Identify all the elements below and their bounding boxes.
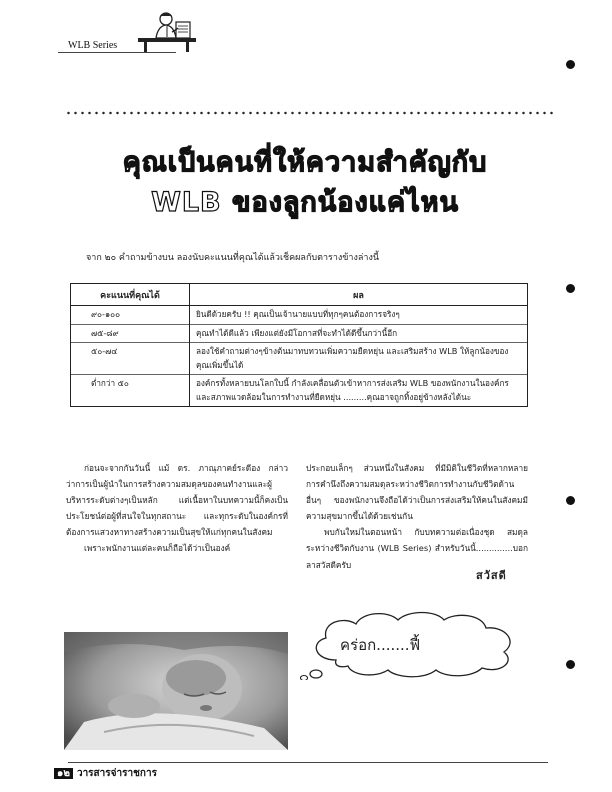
sleeping-child-photo — [64, 632, 288, 750]
page-number: ๑๒ — [54, 768, 73, 779]
dotted-divider — [65, 111, 553, 115]
score-result: องค์กรทั้งหลายบนโลกใบนี้ กำลังเคลื่อนตัวเข้าหาการส่งเสริม WLB ของพนักงานในองค์กร และสภาพแวดล้อมในการทำงานที่ยืดหยุ่น .........คุณอาจถูกทิ้งอยู่ข้างหลังได้นะ — [190, 375, 528, 407]
score-range: ๕๐-๗๔ — [71, 343, 190, 375]
footer-rule — [68, 762, 548, 763]
body-paragraph: ก่อนจะจากกันวันนี้ แม้ ดร. ภาณุภาคย์ระดีอง กล่าวว่าการเป็นผู้นำในการสร้างความสมดุลของคนทำงานและผู้บริหารระดับต่างๆเป็นหลัก แต่เนื้อหาในบทความนี้ก็คงเป็นประโยชน์ต่อผู้ที่สนใจในทุกสถานะ และทุกระดับในองค์กรที่ต้องการแสวงหาทางสร้างความเป็นสุขให้แก่ทุกคนในสังคม — [66, 463, 288, 538]
score-result: ลองใช้คำถามต่างๆข้างต้นมาทบทวนเพิ่มความยืดหยุ่น และเสริมสร้าง WLB ให้ลูกน้องของคุณเพิ่มขึ้นได้ — [190, 343, 528, 375]
table-row — [71, 375, 528, 407]
punch-hole — [566, 660, 575, 669]
body-column-left — [66, 460, 288, 557]
series-label: WLB Series — [68, 40, 118, 51]
footer — [54, 766, 157, 781]
score-result: คุณทำได้ดีแล้ว เพียงแต่ยังมีโอกาสที่จะทำได้ดีขึ้นกว่านี้อีก — [190, 324, 528, 343]
article-title-line2: WLB ของลูกน้องแค่ไหน — [151, 187, 459, 218]
reader-illustration — [136, 8, 200, 54]
punch-hole — [566, 284, 575, 293]
table-row — [71, 324, 528, 343]
punch-hole — [566, 60, 575, 69]
intro-text: จาก ๒๐ คำถามข้างบน ลองนับคะแนนที่คุณได้แล้วเช็คผลกับตารางข้างล่างนี้ — [86, 253, 379, 263]
header-rule — [58, 52, 176, 53]
table-row — [71, 343, 528, 375]
score-table — [70, 283, 528, 407]
table-header-score: คะแนนที่คุณได้ — [71, 284, 190, 306]
article-title-line1: คุณเป็นคนที่ให้ความสำคัญกับ — [122, 147, 488, 178]
signoff-mark: สวัสดี — [476, 569, 507, 582]
body-paragraph: ประกอบเล็กๆ ส่วนหนึ่งในสังคม ที่มีมิติในชีวิตที่หลากหลาย การคำนึงถึงความสมดุลระหว่างชีวิตการทำงานกับชีวิตด้านอื่นๆ ของพนักงานจึงถือได้ว่าเป็นการส่งเสริมให้คนในสังคมมีความสุขมากขึ้นได้ด้วยเช่นกัน — [306, 463, 528, 522]
body-paragraph: พบกันใหม่ในตอนหน้า กับบทความต่อเนื่องชุด สมดุลระหว่างชีวิตกับงาน (WLB Series) สำหรับวันนี้..............บอกลาสวัสดีครับ — [306, 527, 528, 570]
body-paragraph: เพราะพนักงานแต่ละคนก็ถือได้ว่าเป็นองค์ — [84, 543, 231, 554]
score-result: ยินดีด้วยครับ !! คุณเป็นเจ้านายแบบที่ทุกๆคนต้องการจริงๆ — [190, 306, 528, 325]
score-range: ๗๕-๘๙ — [71, 324, 190, 343]
score-range: ๙๐-๑๐๐ — [71, 306, 190, 325]
snore-text: คร่อก.......ฟี้ — [340, 636, 421, 654]
score-range: ต่ำกว่า ๕๐ — [71, 375, 190, 407]
punch-hole — [566, 496, 575, 505]
table-header-result: ผล — [190, 284, 528, 306]
body-column-right — [306, 460, 528, 573]
table-row — [71, 306, 528, 325]
magazine-name: วารสารจ่าราชการ — [76, 768, 157, 779]
